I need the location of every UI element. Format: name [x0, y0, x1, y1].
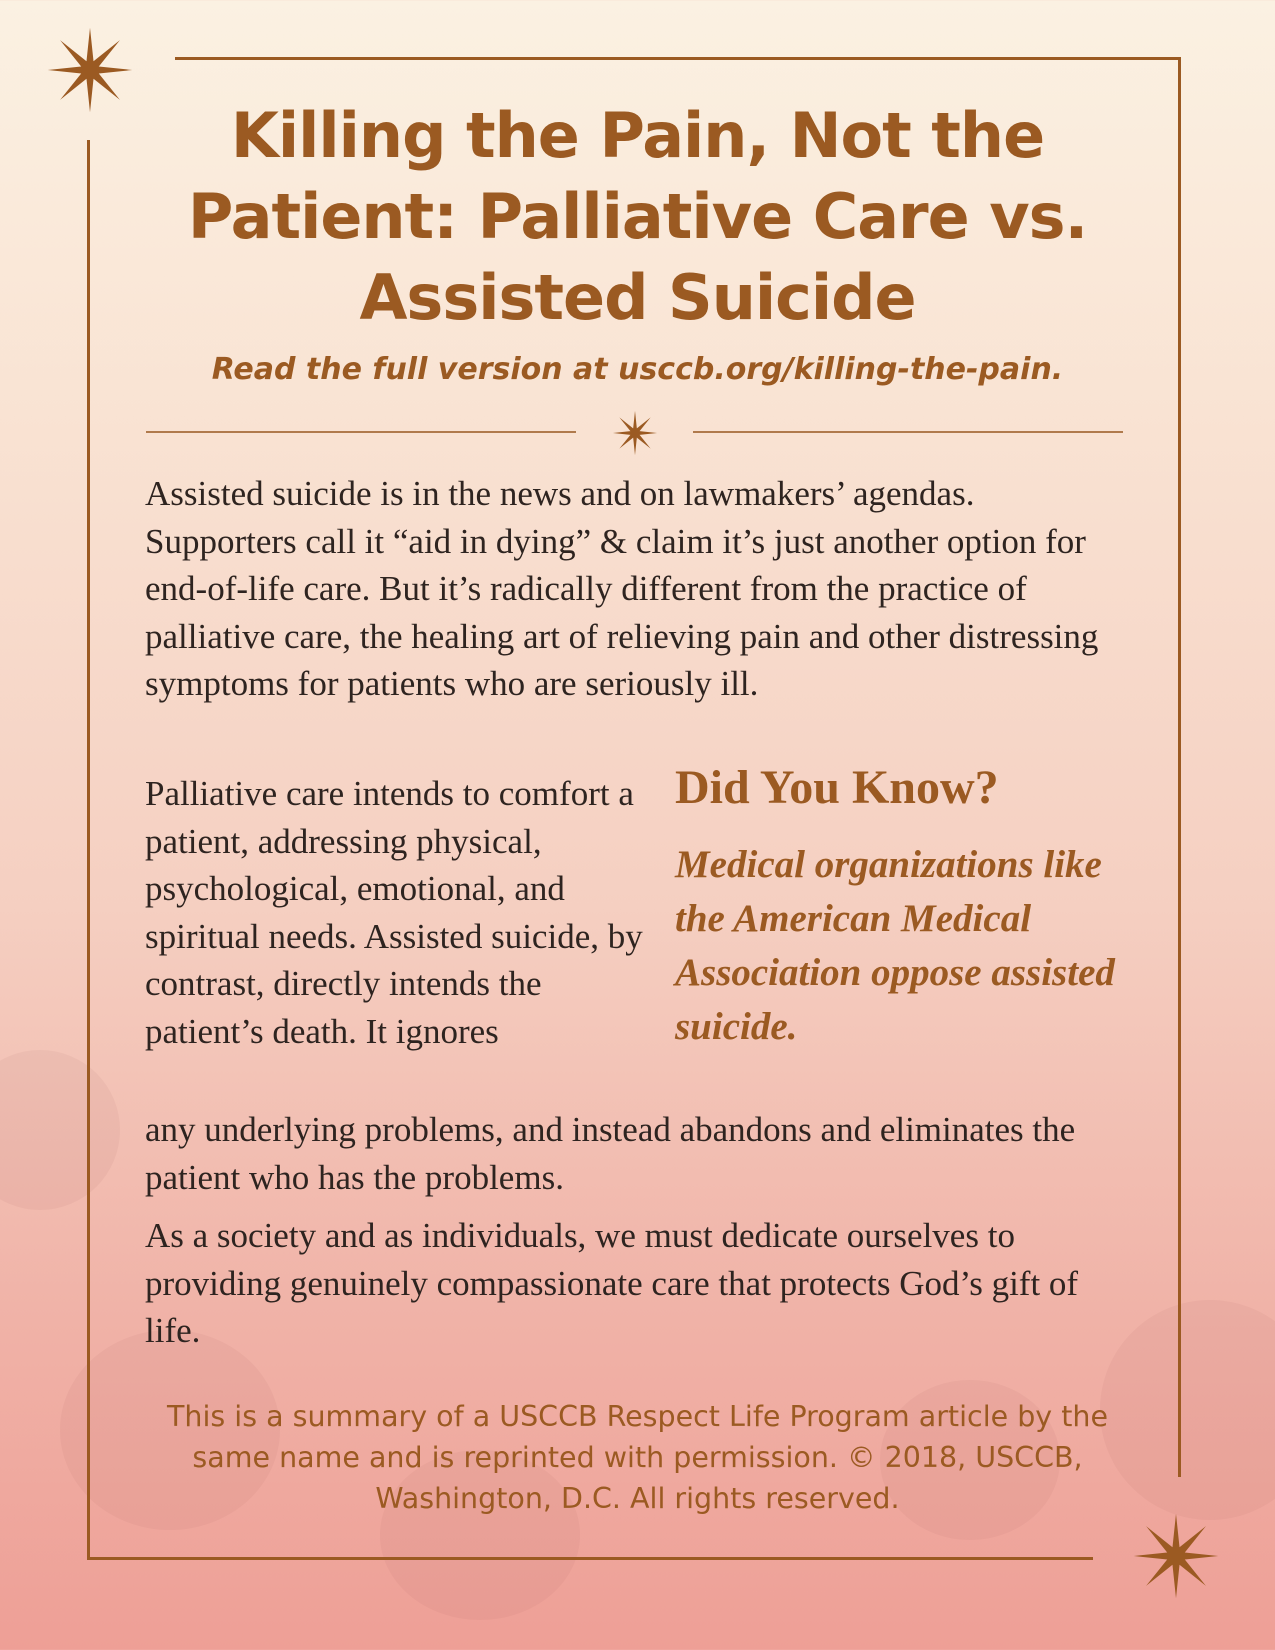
did-you-know-body: Medical organizations like the American Medical Association oppose assisted suicide.: [675, 843, 1115, 1048]
palliative-paragraph-end: any underlying problems, and instead abandons and eliminates the patient who has the problems.: [145, 1110, 1076, 1197]
did-you-know-heading: Did You Know?: [675, 761, 999, 814]
copyright-footer: This is a summary of a USCCB Respect Life Program article by the same name and is reprinted with permission. © 2018, USCCB, Washington, D.C. All rights reserved.: [166, 1400, 1108, 1515]
subtitle-link-text: Read the full version at usccb.org/killing-the-pain.: [211, 352, 1064, 387]
corner-star-icon: [46, 26, 134, 114]
closing-paragraph: As a society and as individuals, we must dedicate ourselves to providing genuinely compassionate care that protects God’s gift of life.: [145, 1216, 1079, 1350]
corner-star-icon: [1132, 1512, 1220, 1600]
intro-paragraph: Assisted suicide is in the news and on lawmakers’ agendas. Supporters call it “aid in dying” & claim it’s just another option for end-of-life care. But it’s radically different from the practice of palliative care, the healing art of relieving pain and other distressing symptoms for patients who are seriously ill.: [145, 474, 1099, 703]
background-shape: [0, 1050, 120, 1210]
frame-bottom-border: [87, 1557, 1093, 1560]
divider-line-right: [693, 431, 1123, 433]
divider-line-left: [146, 431, 576, 433]
divider-star-icon: [612, 410, 658, 456]
page-title: Killing the Pain, Not the Patient: Palliative Care vs. Assisted Suicide: [187, 99, 1088, 334]
frame-right-border: [1178, 57, 1181, 1477]
frame-left-border: [87, 140, 90, 1560]
palliative-paragraph-start: Palliative care intends to comfort a patient, addressing physical, psychological, emotional, and spiritual needs. Assisted suicide, by contrast, directly intends the patient’s death. It ignores: [145, 774, 643, 1051]
frame-top-border: [175, 57, 1181, 60]
